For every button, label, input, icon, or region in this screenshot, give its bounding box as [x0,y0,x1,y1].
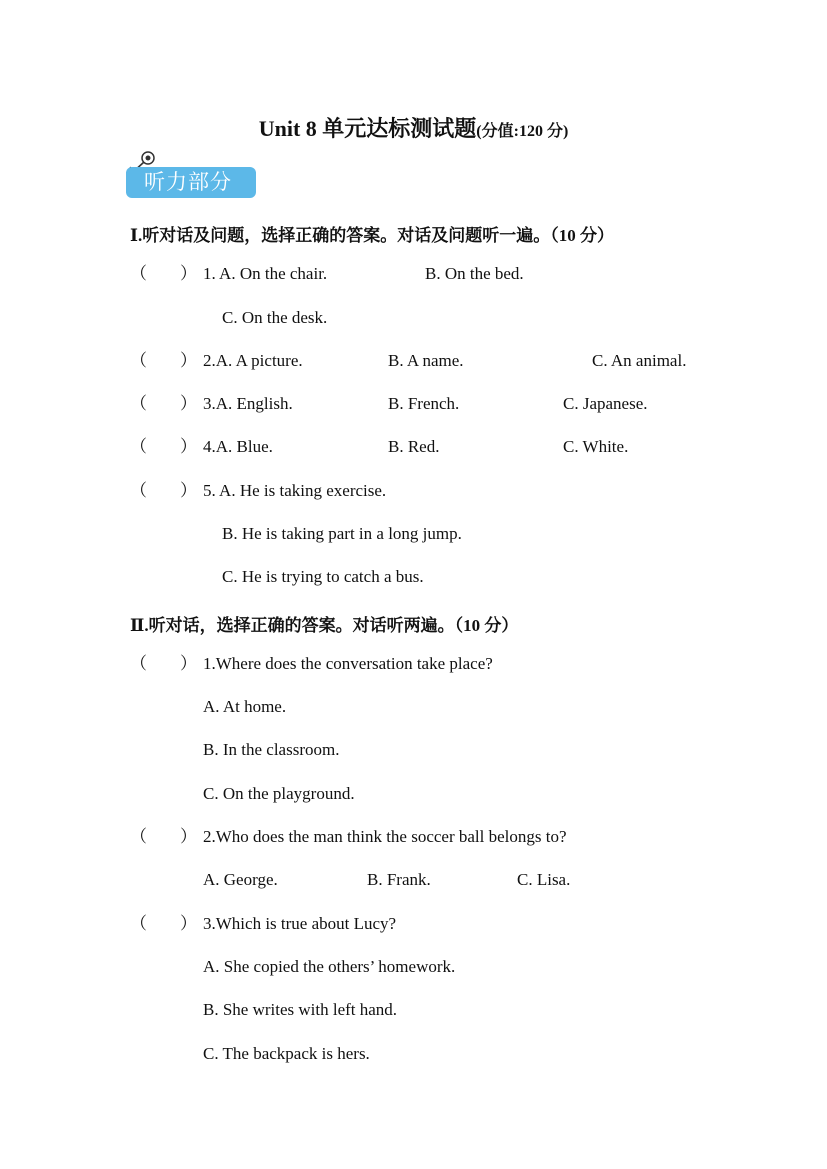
s2-q1-option-b: B. In the classroom. [203,740,340,759]
s2-q2-option-a: A. George. [203,870,278,889]
s1-q5-option-b: B. He is taking part in a long jump. [222,524,462,543]
answer-blank-open: （ [130,654,147,673]
section1-heading: Ⅰ.听对话及问题，选择正确的答案。对话及问题听一遍。（10 分） [130,226,614,245]
s2-q1-stem: 1.Where does the conversation take place? [203,654,493,673]
s2-q3-option-b: B. She writes with left hand. [203,1000,398,1019]
answer-blank-open: （ [130,481,147,500]
s1-q1-stem: 1. A. On the chair. [203,264,328,283]
answer-blank-close: ） [180,654,197,673]
s1-q1-option-b: B. On the bed. [425,264,524,283]
s2-q2-option-b: B. Frank. [367,870,431,889]
answer-blank-close: ） [180,827,197,846]
answer-blank-close: ） [180,351,197,370]
answer-blank-open: （ [130,351,147,370]
s2-q3-option-c: C. The backpack is hers. [203,1044,370,1063]
answer-blank-open: （ [130,827,147,846]
s1-q4-stem: 4.A. Blue. [203,437,273,456]
answer-blank-close: ） [180,914,197,933]
answer-blank-open: （ [130,394,147,413]
s1-q2-stem: 2.A. A picture. [203,351,303,370]
s1-q3-stem: 3.A. English. [203,394,293,413]
answer-blank-open: （ [130,914,147,933]
s2-q1-option-a: A. At home. [203,697,287,716]
s1-q2-option-c: C. An animal. [592,351,687,370]
page-title [0,112,827,143]
s2-q2-stem: 2.Who does the man think the soccer ball belongs to? [203,827,567,846]
s2-q3-stem: 3.Which is true about Lucy? [203,914,397,933]
section2-heading: Ⅱ.听对话，选择正确的答案。对话听两遍。（10 分） [130,616,519,635]
listening-section-badge: 听力部分 [126,167,256,198]
title-main: Unit 8 单元达标测试题 [258,116,477,141]
s1-q1-option-c: C. On the desk. [222,308,328,327]
answer-blank-close: ） [180,481,197,500]
s1-q4-option-c: C. White. [563,437,629,456]
answer-blank-close: ） [180,394,197,413]
answer-blank-open: （ [130,264,147,283]
s1-q4-option-b: B. Red. [388,437,440,456]
s1-q2-option-b: B. A name. [388,351,464,370]
answer-blank-open: （ [130,437,147,456]
s1-q3-option-b: B. French. [388,394,460,413]
s1-q3-option-c: C. Japanese. [563,394,648,413]
s2-q3-option-a: A. She copied the others’ homework. [203,957,456,976]
s2-q1-option-c: C. On the playground. [203,784,355,803]
answer-blank-close: ） [180,264,197,283]
s1-q5-option-c: C. He is trying to catch a bus. [222,567,424,586]
s1-q5-stem: 5. A. He is taking exercise. [203,481,387,500]
answer-blank-close: ） [180,437,197,456]
title-score: (分值:120 分) [476,123,569,140]
s2-q2-option-c: C. Lisa. [517,870,571,889]
